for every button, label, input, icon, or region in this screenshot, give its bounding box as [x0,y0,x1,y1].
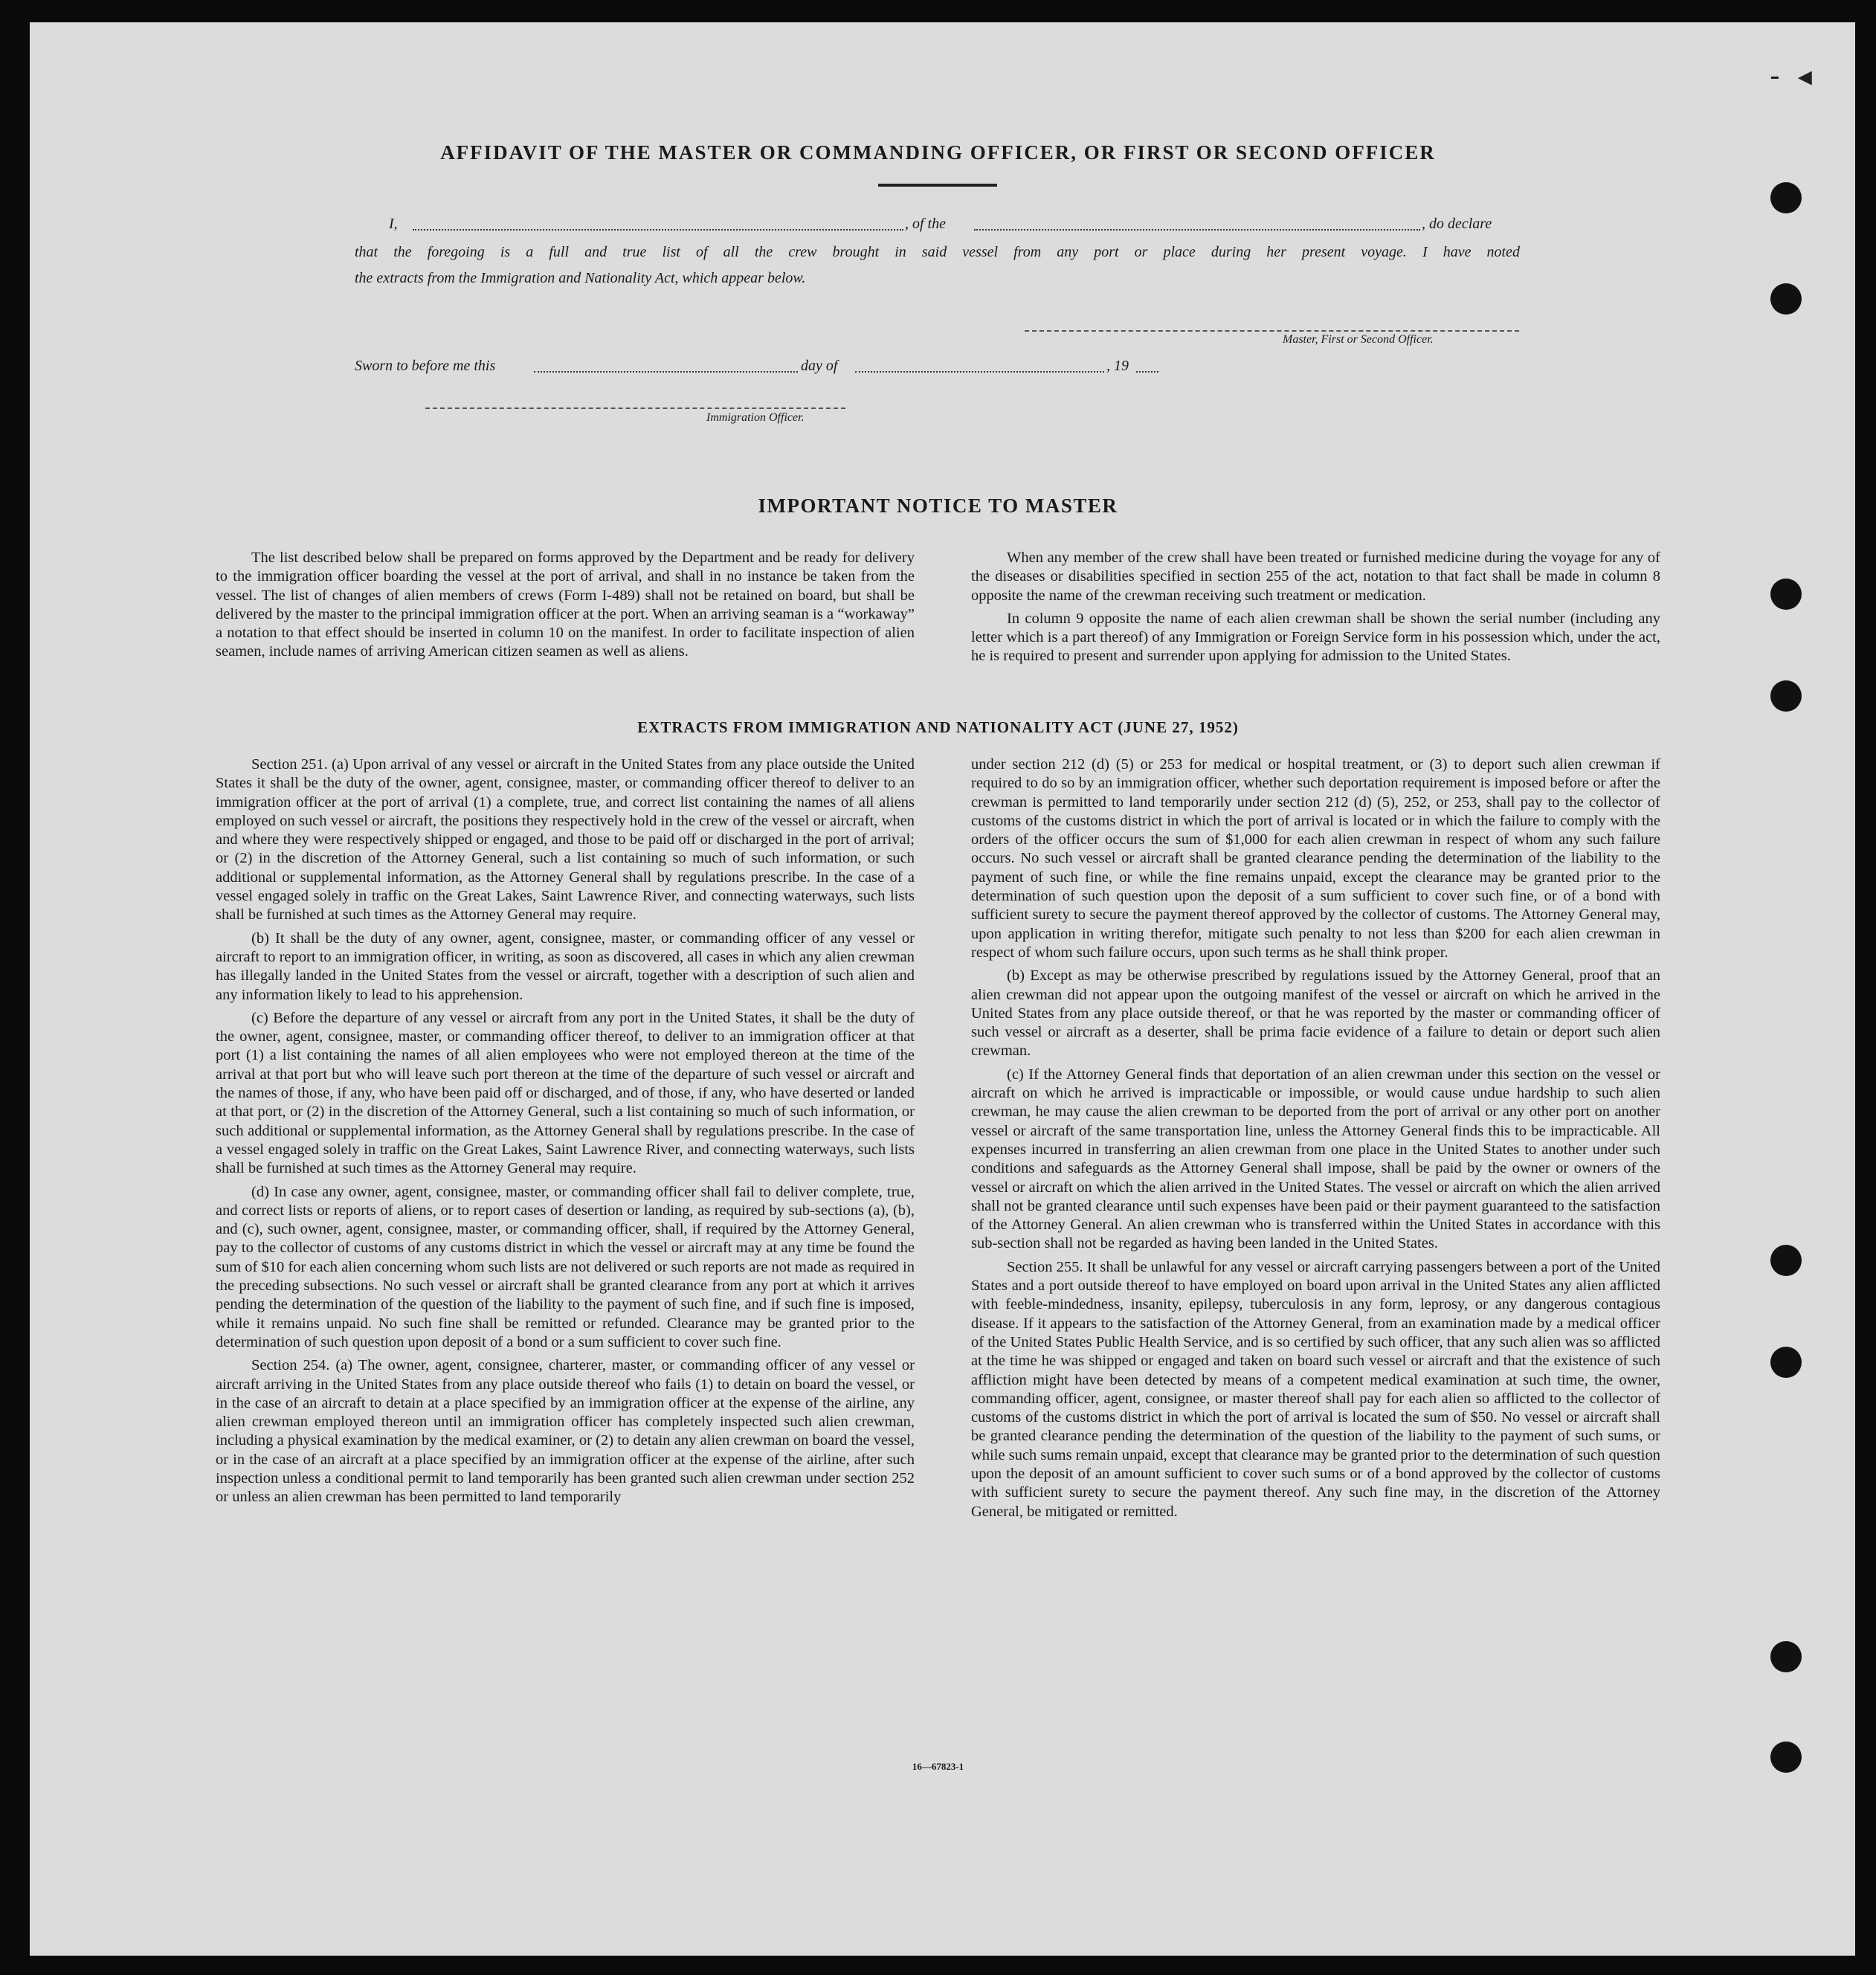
officer-signature-field[interactable] [425,407,845,409]
extracts-right-column [971,755,1660,1526]
notice-right-paragraph-1: When any member of the crew shall have been treated or furnished medicine during the voyage for any of the diseases or disabilities specified in section 255 of the act, notation to that fact shall be made in column 8 opposite the name of the crewman receiving such treatment or medication. [971,550,1660,604]
section-254-a-continued: under section 212 (d) (5) or 253 for medical or hospital treatment, or (3) to deport such alien crewman if required to do so by an immigration officer, whether such deportation requirement is imposed before or after the crewman is permitted to land temporarily under section 212 (d) (5), 252, or 253, shall pay to the collector of customs of the customs district in which the port of arrival is located or in which the failure to comply with the orders of the officer occurs the sum of $1,000 for each alien crewman in respect of whom any such failure occurs. No such vessel or aircraft shall be granted clearance pending the determination of the liability to the payment of such fine, or while the fine remains unpaid, except the clearance may be granted prior to the determination of such question upon the deposit of a sum sufficient to cover such fine, or of a bond with sufficient surety to secure the payment thereof approved by the collector of customs. The Attorney General may, upon application in writing therefor, mitigate such penalty to not less than $200 for each alien crewman in respect of whom such failure occurs, upon such terms as he shall think proper. [971,756,1660,961]
section-254-a: Section 254. (a) The owner, agent, consignee, charterer, master, or commanding officer of any vessel or aircraft arriving in the United States from any place outside thereof who fails (1) to detain on board the vessel, or in the case of an aircraft to detain at a place specified by an immigration officer at the expense of the airline, any alien crewman employed thereon until an immigration officer has completely inspected such alien crewman, including a physical examination by the medical examiner, or (2) to detain any alien crewman on board the vessel, or in the case of an aircraft at a place specified by an immigration officer at the expense of the airline, after such inspection unless a conditional permit to land temporarily has been granted such alien crewman under section 252 or unless an alien crewman has been permitted to land temporarily [216,1357,915,1506]
declaration-line-2: that the foregoing is a full and true list of all the crew brought in said vessel from any port or place during her present voyage. I have noted [355,244,1520,260]
affidavit-title: AFFIDAVIT OF THE MASTER OR COMMANDING OFFICER, OR FIRST OR SECOND OFFICER [440,141,1436,164]
year-label: , 19 [1106,358,1129,374]
sworn-label: Sworn to before me this [355,358,496,374]
notice-title: IMPORTANT NOTICE TO MASTER [758,494,1118,517]
notice-right-column [971,549,1660,671]
punch-hole [1770,1245,1802,1276]
form-number: 16—67823-1 [912,1761,964,1772]
declarant-name-field[interactable] [413,229,903,231]
section-255: Section 255. It shall be unlawful for any vessel or aircraft carrying passengers between a port of the United States and a port outside thereof to have employed on board upon arrival in the United States any alien afflicted with feeble-mindedness, insanity, epilepsy, tuberculosis in any form, leprosy, or any dangerous contagious disease. If it appears to the satisfaction of the Attorney General, from an examination made by a medical officer of the United States Public Health Service, and is so certified by such officer, that any such alien was so afflicted at the time he was shipped or engaged and taken on board such vessel or aircraft and that the existence of such affliction might have been detected by means of a competent medical examination at such time, the owner, commanding officer, agent, consignee, or master thereof shall pay for each alien so afflicted to the collector of customs of the customs district in which the port of arrival is located the sum of $50. No vessel or aircraft shall be granted clearance pending the determination of the question of the liability to the payment of such sums, or while such sums remain unpaid, except that clearance may be granted prior to the determination of such question upon the deposit of an amount sufficient to cover such sums or of a bond approved by the collector of customs with sufficient surety to secure the payment thereof. Any such fine may, in the discretion of the Attorney General, be mitigated or remitted. [971,1258,1660,1520]
punch-hole [1770,1641,1802,1672]
of-the-label: , of the [905,216,946,232]
declare-label: , do declare [1422,216,1492,232]
corner-mark-icon: - ◂ [1770,59,1817,92]
sworn-month-field[interactable] [855,371,1104,373]
vessel-name-field[interactable] [974,229,1420,231]
master-signature-field[interactable] [1025,330,1519,332]
notice-left-column [216,549,915,666]
section-251-c: (c) Before the departure of any vessel or aircraft from any port in the United States, it shall be the duty of the owner, agent, consignee, master, or commanding officer thereof, to deliver to an immigration officer at that port (1) a list containing the names of all alien employees who were not employed thereon at the time of the arrival at that port but who will leave such port thereon at the time of the departure of such vessel or aircraft and the names of those, if any, who have been paid off or discharged, and of those, if any, who have deserted or landed at that port, or (2) in the discretion of the Attorney General, such a list containing so much of such information, or such additional or supplemental information, as the Attorney General shall by regulations prescribe. In the case of a vessel engaged solely in traffic on the Great Lakes, Saint Lawrence River, and connecting waterways, such lists shall be furnished at such times as the Attorney General may require. [216,1009,915,1177]
punch-hole [1770,1347,1802,1378]
master-signature-label: Master, First or Second Officer. [1283,333,1434,346]
sworn-year-field[interactable] [1136,371,1158,373]
section-251-d: (d) In case any owner, agent, consignee, master, or commanding officer shall fail to deliver complete, true, and correct lists or reports of aliens, or to report cases of desertion or landing, as required by sub-sections (a), (b), and (c), such owner, agent, consignee, master, or commanding officer, shall, if required by the Attorney General, pay to the collector of customs of any customs district in which the vessel or aircraft may at any time be found the sum of $10 for each alien concerning whom such lists are not delivered or such reports are not made as required in the preceding subsections. No such vessel or aircraft shall be granted clearance from any port at which it arrives pending the determination of the question of the liability to the payment of such fine, and if such fine is imposed, while it remains unpaid. No such fine shall be remitted or refunded. Clearance may be granted prior to the determination of such question upon deposit of a bond or a sum sufficient to cover such fine. [216,1183,915,1350]
sworn-day-field[interactable] [534,371,798,373]
day-of-label: day of [801,358,838,374]
notice-right-paragraph-2: In column 9 opposite the name of each alien crewman shall be shown the serial number (including any letter which is a part thereof) of any Immigration or Foreign Service form in his possession which, under the act, he is required to present and surrender upon applying for admission to the United States. [971,610,1660,665]
punch-hole [1770,182,1802,213]
section-254-c: (c) If the Attorney General finds that deportation of an alien crewman under this section on the vessel or aircraft on which he arrived is impracticable or impossible, or would cause undue hardship to such alien crewman, he may cause the alien crewman to be deported from the port of arrival or any other port on another vessel or aircraft of the same transportation line, unless the Attorney General finds this to be impracticable. All expenses incurred in transferring an alien crewman from one place in the United States to another under such conditions and safeguards as the Attorney General shall impose, shall be paid by the owner or owners of the vessel or aircraft on which the alien arrived in the United States. The vessel or aircraft on which the alien arrived shall not be granted clearance until such expenses have been paid or their payment guaranteed to the satisfaction of the Attorney General. An alien crewman who is transferred within the United States in accordance with this sub-section shall not be regarded as having been landed in the United States. [971,1066,1660,1252]
section-251-a: Section 251. (a) Upon arrival of any vessel or aircraft in the United States from any place outside the United States it shall be the duty of the owner, agent, consignee, master, or commanding officer thereof to deliver to an immigration officer at the port of arrival (1) a complete, true, and correct list containing the names of all aliens employed on such vessel or aircraft, the positions they respectively hold in the crew of the vessel or aircraft, when and where they were respectively shipped or engaged, and those to be paid off or discharged in the port of arrival; or (2) in the discretion of the Attorney General, such a list containing so much of such information, or such additional or supplemental information, as the Attorney General shall by regulations prescribe. In the case of a vessel engaged solely in traffic on the Great Lakes, Saint Lawrence River, and connecting waterways, such lists shall be furnished at such times as the Attorney General may require. [216,756,915,924]
punch-hole [1770,283,1802,315]
title-rule [878,184,997,187]
punch-hole [1770,579,1802,610]
extracts-title: EXTRACTS FROM IMMIGRATION AND NATIONALITY ACT (JUNE 27, 1952) [637,718,1239,736]
declarant-prefix: I, [389,216,398,232]
extracts-left-column [216,755,915,1512]
notice-left-paragraph: The list described below shall be prepared on forms approved by the Department and be ready for delivery to the immigration officer boarding the vessel at the port of arrival, and shall in no instance be taken from the vessel. The list of changes of alien members of crews (Form I-489) shall not be retained on board, but shall be delivered by the master to the principal immigration officer at the port. When an arriving seaman is a “workaway” a notation to that effect should be inserted in column 10 on the manifest. In order to facilitate inspection of alien seamen, include names of arriving American citizen seamen as well as aliens. [216,550,915,660]
declaration-line-3: the extracts from the Immigration and Nationality Act, which appear below. [355,270,806,286]
officer-signature-label: Immigration Officer. [706,411,805,424]
punch-hole [1770,680,1802,712]
section-251-b: (b) It shall be the duty of any owner, agent, consignee, master, or commanding officer of any vessel or aircraft to report to an immigration officer, in writing, as soon as discovered, all cases in which any alien crewman has illegally landed in the United States from the vessel or aircraft, together with a description of such alien and any information likely to lead to his apprehension. [216,929,915,1003]
section-254-b: (b) Except as may be otherwise prescribed by regulations issued by the Attorney General, proof that an alien crewman did not appear upon the outgoing manifest of the vessel or aircraft on which he arrived in the United States from any place outside thereof, or that he was reported by the master or commanding officer of such vessel or aircraft as a deserter, shall be prima facie evidence of a failure to detain or deport such alien crewman. [971,967,1660,1060]
